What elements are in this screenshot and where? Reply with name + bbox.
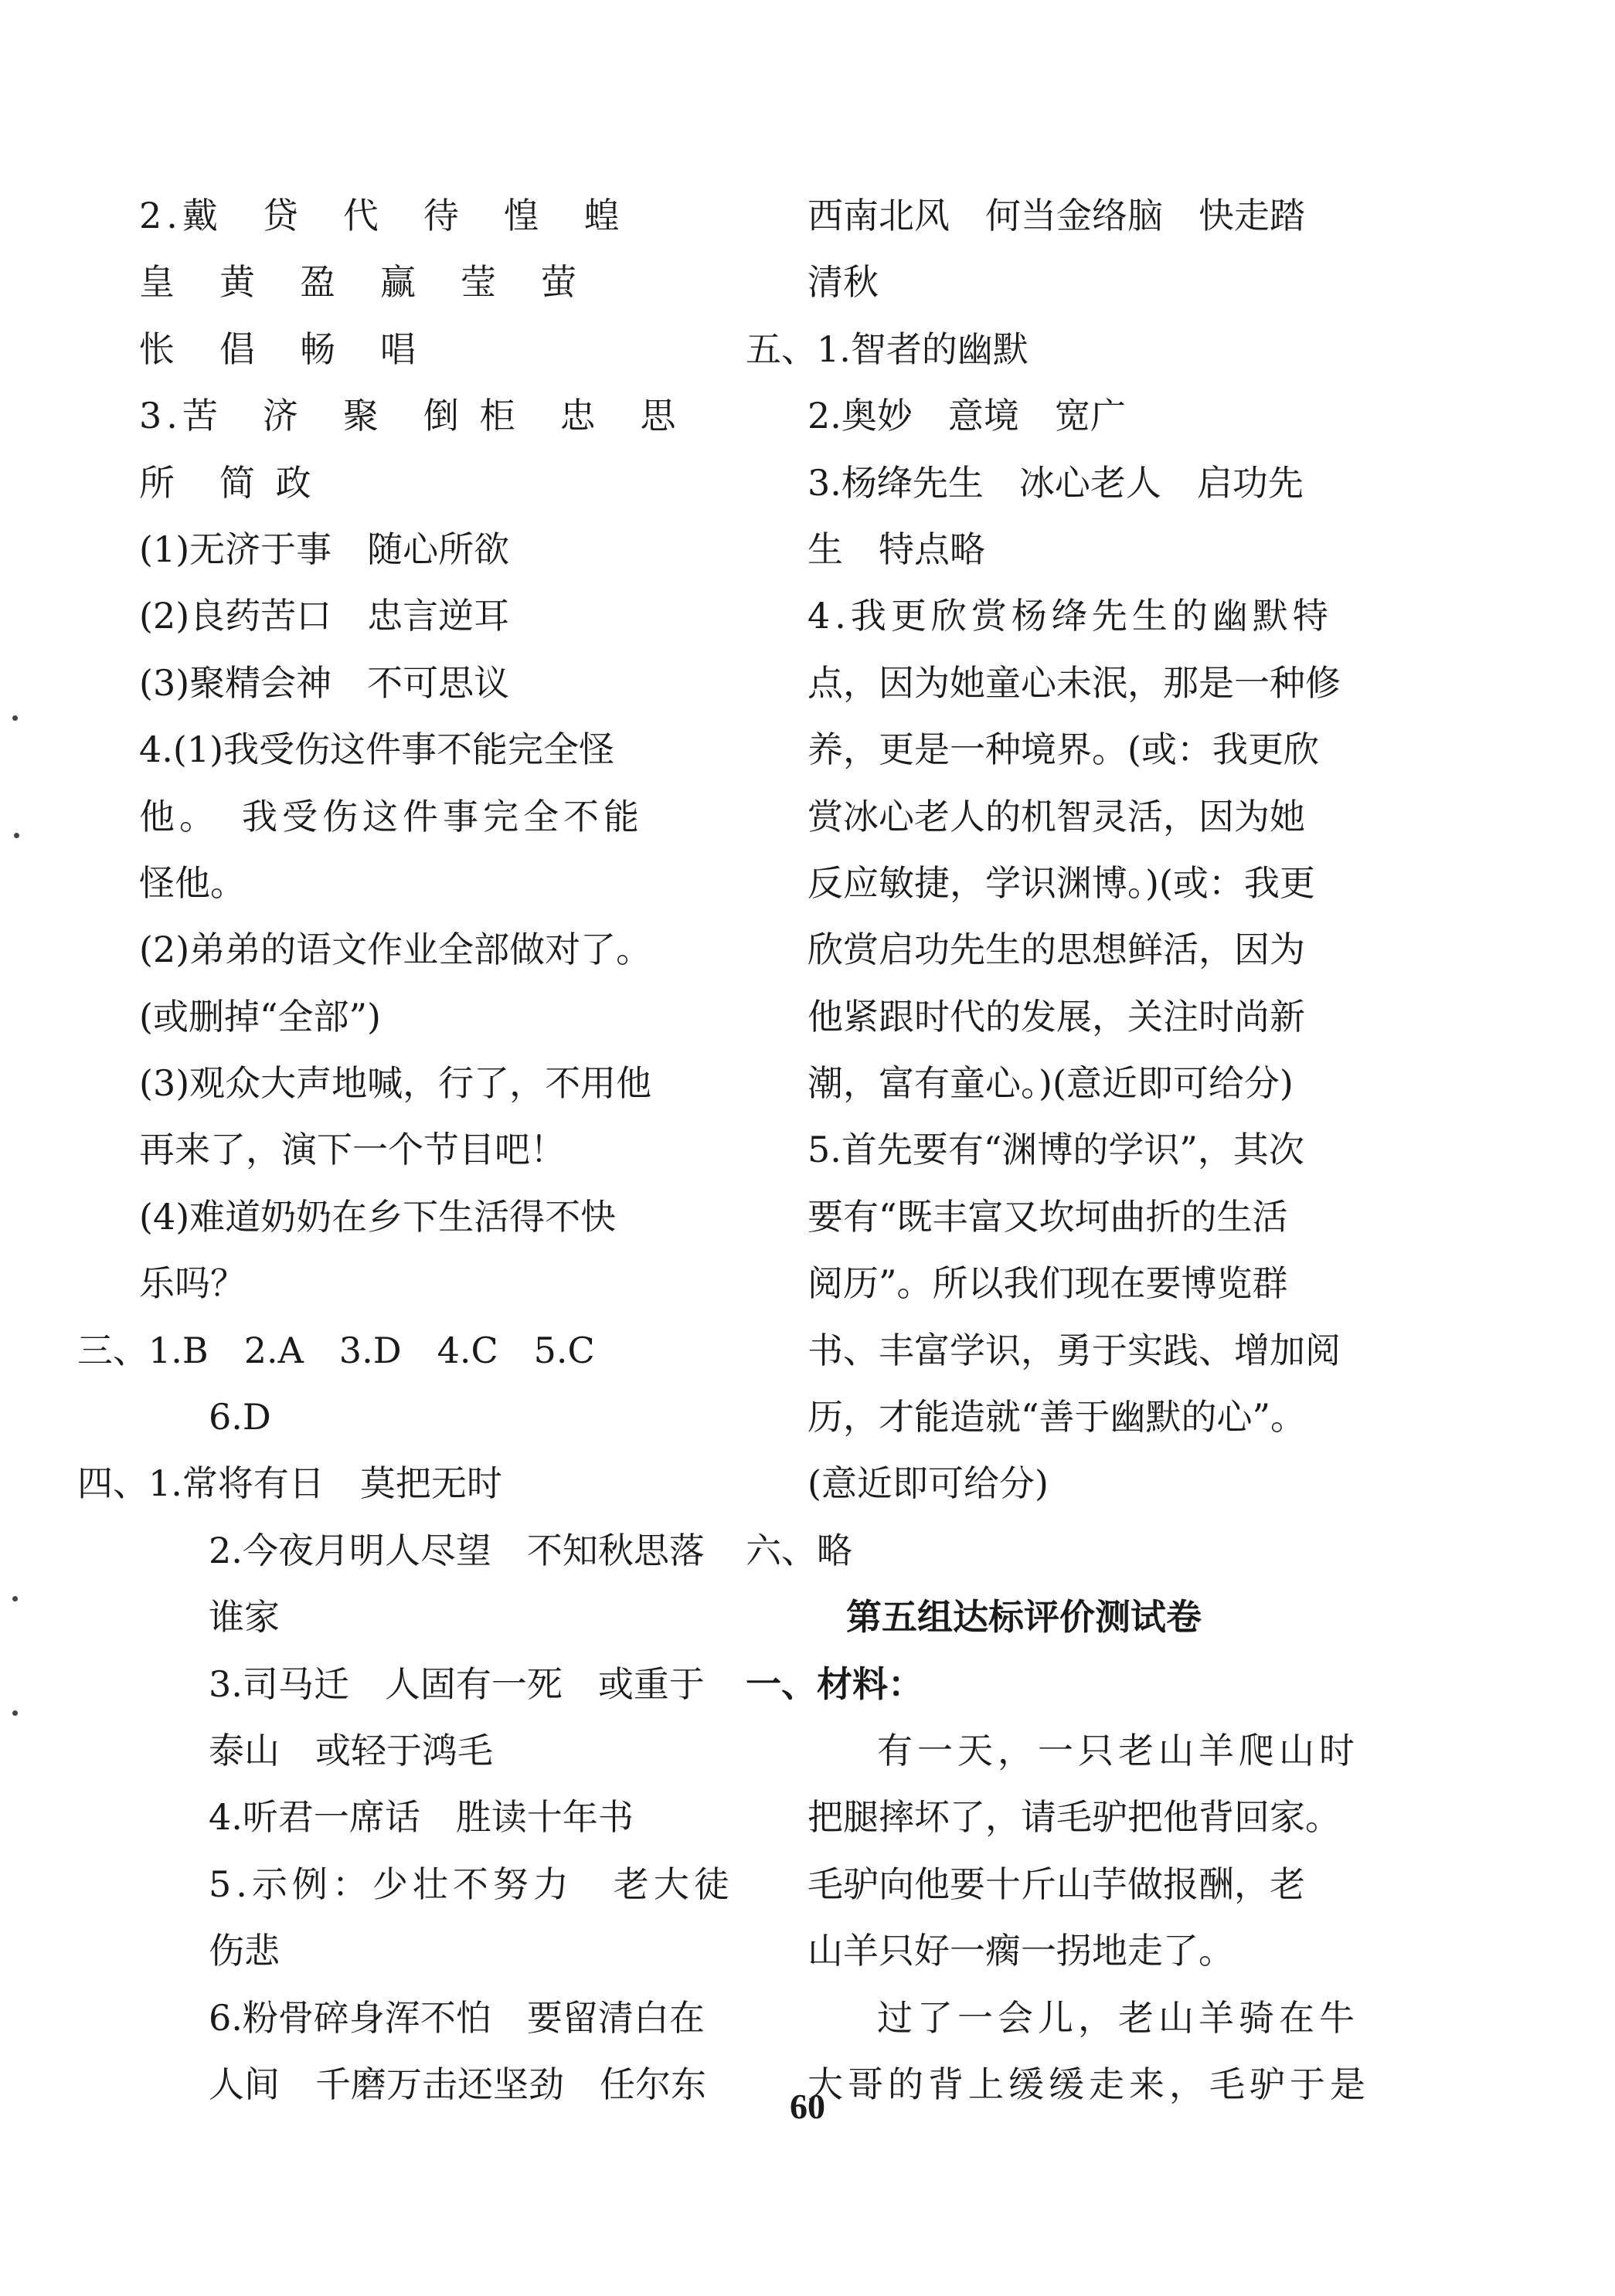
margin-dot [12, 715, 18, 721]
text-line: 6.粉骨碎身浑不怕 要留清白在 [209, 1996, 705, 2039]
text-line: (或删掉“全部”) [139, 995, 381, 1038]
text-line: 4.(1)我受伤这件事不能完全怪 [139, 729, 615, 771]
text-line: 他紧跟时代的发展，关注时尚新 [808, 995, 1305, 1038]
text-line: (3)观众大声地喊，行了，不用他 [139, 1062, 652, 1105]
text-line: (3)聚精会神 不可思议 [139, 661, 510, 704]
text-line: 大哥的背上缓缓走来，毛驴于是 [808, 2063, 1370, 2105]
section-heading: 一、材料： [746, 1663, 923, 1705]
text-line: 怅 倡 畅 唱 [139, 328, 420, 370]
text-line: 书、丰富学识，勇于实践、增加阅 [808, 1329, 1341, 1371]
text-line: 皇 黄 盈 赢 莹 萤 [139, 261, 581, 304]
text-line: 清秋 [808, 261, 879, 304]
text-line: 欣赏启功先生的思想鲜活，因为 [808, 929, 1305, 971]
text-line: 5.首先要有“渊博的学识”，其次 [808, 1129, 1304, 1171]
text-line: 要有“既丰富又坎坷曲折的生活 [808, 1195, 1288, 1238]
left-column [77, 182, 734, 2118]
text-line: (1)无济于事 随心所欲 [139, 528, 510, 570]
text-line: 山羊只好一瘸一拐地走了。 [808, 1930, 1234, 1972]
margin-dot [12, 1596, 18, 1601]
text-line: 反应敏捷，学识渊博。)(或：我更 [808, 861, 1315, 904]
text-line: 6.D [209, 1396, 271, 1438]
text-line: 人间 千磨万击还坚劲 任尔东 [209, 2063, 706, 2105]
section-heading: 六、略 [746, 1529, 852, 1571]
margin-dot [12, 1710, 18, 1716]
text-line: (意近即可给分) [808, 1462, 1049, 1505]
text-line: 所 简 政 [139, 461, 316, 504]
margin-dot [14, 833, 19, 838]
text-line: 5.示例：少壮不努力 老大徒 [209, 1863, 734, 1905]
text-line: 谁家 [209, 1596, 280, 1639]
text-line: 历，才能造就“善于幽默的心”。 [808, 1396, 1307, 1438]
text-line: (2)弟弟的语文作业全部做对了。 [139, 929, 652, 971]
section-heading: 三、1.B 2.A 3.D 4.C 5.C [77, 1329, 595, 1371]
text-line: 阅历”。所以我们现在要博览群 [808, 1262, 1288, 1305]
text-line: (2)良药苦口 忠言逆耳 [139, 595, 510, 637]
text-line: 4.听君一席话 胜读十年书 [209, 1796, 634, 1839]
text-line: 泰山 或轻于鸿毛 [209, 1729, 493, 1771]
text-line: 再来了，演下一个节目吧！ [139, 1129, 566, 1171]
text-line: 2.今夜月明人尽望 不知秋思落 [209, 1529, 705, 1571]
text-line: 3.杨绛先生 冰心老人 启功先 [808, 461, 1304, 504]
text-line: 西南北风 何当金络脑 快走踏 [808, 195, 1305, 236]
text-line: 过了一会儿，老山羊骑在牛 [877, 1996, 1359, 2039]
text-line: 4.我更欣赏杨绛先生的幽默特 [808, 595, 1333, 637]
text-line: 养，更是一种境界。(或：我更欣 [808, 729, 1319, 771]
section-heading: 四、1.常将有日 莫把无时 [77, 1462, 502, 1505]
text-line: 3.苦 济 聚 倒 柜 忠 思 [139, 395, 681, 437]
text-line: 点，因为她童心未泯，那是一种修 [808, 661, 1341, 704]
text-line: 3.司马迁 人固有一死 或重于 [209, 1663, 705, 1705]
text-line: 生 特点略 [808, 528, 985, 570]
text-line: 毛驴向他要十斤山芋做报酬，老 [808, 1863, 1305, 1905]
text-line: 2.奥妙 意境 宽广 [808, 395, 1126, 437]
text-line: 2.戴 贷 代 待 惶 蝗 [139, 195, 624, 236]
text-line: 伤悲 [209, 1930, 280, 1972]
right-column [746, 182, 1370, 2118]
section-heading: 五、1.智者的幽默 [746, 328, 1028, 370]
text-line: 他。 我受伤这件事完全不能 [139, 795, 644, 837]
text-line: 把腿摔坏了，请毛驴把他背回家。 [808, 1796, 1341, 1839]
text-line: 乐吗？ [139, 1262, 246, 1305]
page-number: 60 [790, 2087, 825, 2126]
text-line: (4)难道奶奶在乡下生活得不快 [139, 1195, 617, 1238]
text-line: 有一天，一只老山羊爬山时 [877, 1729, 1359, 1771]
test-title: 第五组达标评价测试卷 [846, 1596, 1202, 1639]
text-line: 怪他。 [139, 861, 246, 904]
text-line: 赏冰心老人的机智灵活，因为她 [808, 795, 1305, 837]
text-line: 潮，富有童心。)(意近即可给分) [808, 1062, 1294, 1105]
